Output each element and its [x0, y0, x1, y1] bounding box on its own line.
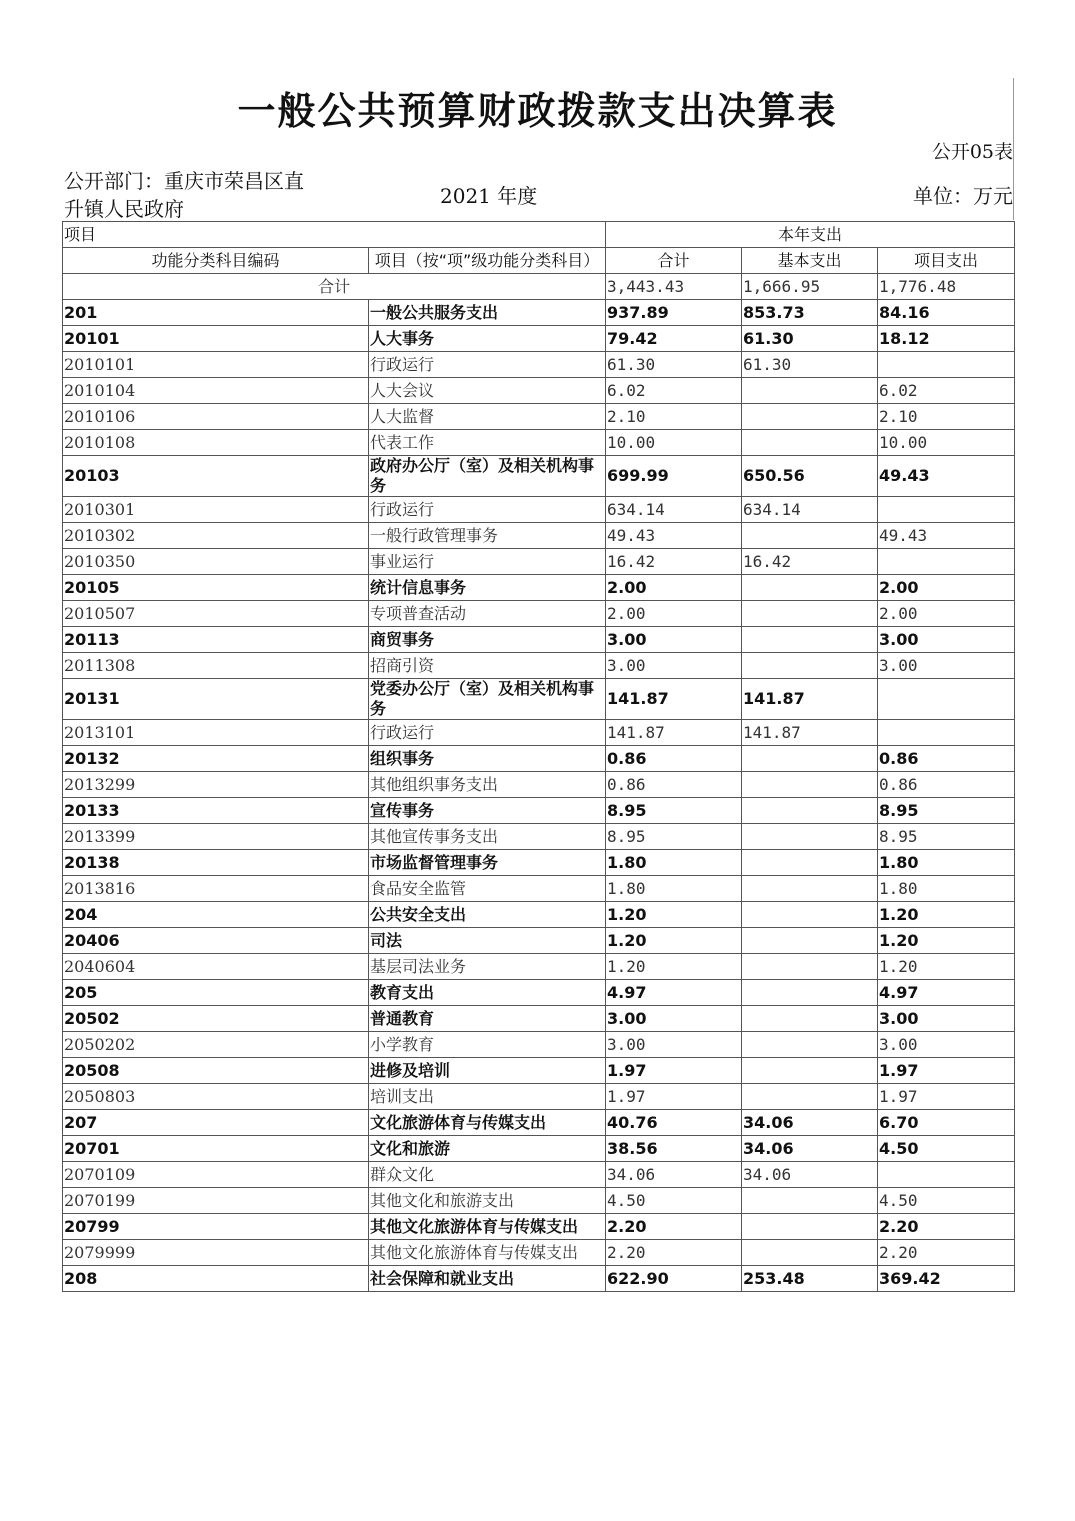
- row-name: 人大监督: [369, 404, 606, 430]
- row-project: 4.50: [878, 1188, 1015, 1214]
- row-name: 基层司法业务: [369, 954, 606, 980]
- row-code: 20113: [63, 627, 369, 653]
- row-code: 2013399: [63, 824, 369, 850]
- row-basic: [742, 1032, 878, 1058]
- row-name: 一般公共服务支出: [369, 300, 606, 326]
- row-project: 8.95: [878, 798, 1015, 824]
- row-basic: 34.06: [742, 1110, 878, 1136]
- row-project: 3.00: [878, 1006, 1015, 1032]
- table-row: [63, 1214, 1015, 1240]
- row-project: [878, 1162, 1015, 1188]
- row-total: 2.00: [606, 601, 742, 627]
- row-total: 3.00: [606, 627, 742, 653]
- row-basic: [742, 772, 878, 798]
- row-name: 其他文化旅游体育与传媒支出: [369, 1214, 606, 1240]
- row-total: 38.56: [606, 1136, 742, 1162]
- row-project: 49.43: [878, 456, 1015, 497]
- total-basic: 1,666.95: [742, 274, 878, 300]
- row-name: 群众文化: [369, 1162, 606, 1188]
- row-total: 2.00: [606, 575, 742, 601]
- table-row: [63, 456, 1015, 497]
- row-total: 1.97: [606, 1058, 742, 1084]
- row-name: 人大事务: [369, 326, 606, 352]
- row-basic: 61.30: [742, 352, 878, 378]
- header-project: 项目: [63, 222, 606, 248]
- row-code: 2010106: [63, 404, 369, 430]
- row-project: 1.80: [878, 850, 1015, 876]
- row-name: 进修及培训: [369, 1058, 606, 1084]
- row-total: 0.86: [606, 772, 742, 798]
- table-row: [63, 404, 1015, 430]
- header-basic: 基本支出: [742, 248, 878, 274]
- table-row: [63, 653, 1015, 679]
- row-basic: [742, 980, 878, 1006]
- row-project: 3.00: [878, 627, 1015, 653]
- row-code: 20133: [63, 798, 369, 824]
- row-basic: 34.06: [742, 1162, 878, 1188]
- row-project: 369.42: [878, 1266, 1015, 1292]
- row-code: 201: [63, 300, 369, 326]
- row-code: 20502: [63, 1006, 369, 1032]
- row-total: 6.02: [606, 378, 742, 404]
- row-name: 其他宣传事务支出: [369, 824, 606, 850]
- row-project: 1.20: [878, 954, 1015, 980]
- row-code: 204: [63, 902, 369, 928]
- row-total: 699.99: [606, 456, 742, 497]
- row-total: 2.20: [606, 1240, 742, 1266]
- row-basic: [742, 746, 878, 772]
- row-project: 0.86: [878, 772, 1015, 798]
- row-basic: [742, 1084, 878, 1110]
- row-name: 其他文化旅游体育与传媒支出: [369, 1240, 606, 1266]
- row-total: 622.90: [606, 1266, 742, 1292]
- row-code: 2010301: [63, 497, 369, 523]
- row-total: 2.20: [606, 1214, 742, 1240]
- row-project: 6.02: [878, 378, 1015, 404]
- table-row: [63, 575, 1015, 601]
- unit-label: 单位：万元: [913, 184, 1013, 208]
- row-total: 0.86: [606, 746, 742, 772]
- row-project: 3.00: [878, 1032, 1015, 1058]
- table-row: [63, 1084, 1015, 1110]
- row-project: 2.10: [878, 404, 1015, 430]
- row-code: 205: [63, 980, 369, 1006]
- table-row: [63, 1188, 1015, 1214]
- row-code: 20701: [63, 1136, 369, 1162]
- row-total: 8.95: [606, 824, 742, 850]
- header-name: 项目（按“项”级功能分类科目）: [369, 248, 606, 274]
- row-total: 4.50: [606, 1188, 742, 1214]
- row-code: 207: [63, 1110, 369, 1136]
- row-name: 培训支出: [369, 1084, 606, 1110]
- row-total: 61.30: [606, 352, 742, 378]
- row-total: 40.76: [606, 1110, 742, 1136]
- row-name: 教育支出: [369, 980, 606, 1006]
- row-name: 文化和旅游: [369, 1136, 606, 1162]
- row-name: 行政运行: [369, 497, 606, 523]
- form-number: 公开05表: [931, 141, 1013, 163]
- row-basic: 61.30: [742, 326, 878, 352]
- table-row: [63, 1240, 1015, 1266]
- row-code: 2013299: [63, 772, 369, 798]
- row-name: 政府办公厅（室）及相关机构事务: [369, 456, 606, 497]
- row-project: 84.16: [878, 300, 1015, 326]
- row-name: 人大会议: [369, 378, 606, 404]
- row-name: 专项普查活动: [369, 601, 606, 627]
- row-basic: [742, 850, 878, 876]
- row-basic: 141.87: [742, 720, 878, 746]
- row-basic: [742, 378, 878, 404]
- row-total: 1.20: [606, 954, 742, 980]
- row-code: 2013816: [63, 876, 369, 902]
- row-project: 4.50: [878, 1136, 1015, 1162]
- table-row: [63, 1058, 1015, 1084]
- row-basic: [742, 902, 878, 928]
- table-row: [63, 824, 1015, 850]
- row-code: 2079999: [63, 1240, 369, 1266]
- row-name: 司法: [369, 928, 606, 954]
- row-total: 141.87: [606, 720, 742, 746]
- row-basic: 634.14: [742, 497, 878, 523]
- row-code: 208: [63, 1266, 369, 1292]
- row-basic: 853.73: [742, 300, 878, 326]
- total-label: 合计: [63, 274, 606, 300]
- table-row: [63, 1110, 1015, 1136]
- table-row: [63, 798, 1015, 824]
- row-basic: [742, 523, 878, 549]
- row-project: 2.20: [878, 1214, 1015, 1240]
- table-row: [63, 430, 1015, 456]
- row-project: [878, 679, 1015, 720]
- total-sum: 3,443.43: [606, 274, 742, 300]
- row-code: 2040604: [63, 954, 369, 980]
- row-total: 3.00: [606, 1006, 742, 1032]
- row-project: 6.70: [878, 1110, 1015, 1136]
- header-project-exp: 项目支出: [878, 248, 1015, 274]
- row-name: 文化旅游体育与传媒支出: [369, 1110, 606, 1136]
- table-row: [63, 1136, 1015, 1162]
- row-project: 0.86: [878, 746, 1015, 772]
- row-name: 宣传事务: [369, 798, 606, 824]
- row-code: 2050803: [63, 1084, 369, 1110]
- row-total: 937.89: [606, 300, 742, 326]
- row-code: 20138: [63, 850, 369, 876]
- row-code: 2010104: [63, 378, 369, 404]
- row-code: 20103: [63, 456, 369, 497]
- table-row: [63, 497, 1015, 523]
- row-code: 20132: [63, 746, 369, 772]
- row-name: 招商引资: [369, 653, 606, 679]
- row-total: 1.97: [606, 1084, 742, 1110]
- total-row: [63, 274, 1015, 300]
- row-project: 1.20: [878, 902, 1015, 928]
- row-total: 4.97: [606, 980, 742, 1006]
- row-basic: [742, 928, 878, 954]
- table-row: [63, 772, 1015, 798]
- row-project: 2.20: [878, 1240, 1015, 1266]
- row-basic: [742, 876, 878, 902]
- row-name: 一般行政管理事务: [369, 523, 606, 549]
- row-project: 18.12: [878, 326, 1015, 352]
- row-total: 1.20: [606, 902, 742, 928]
- department: [64, 167, 354, 223]
- row-basic: [742, 1240, 878, 1266]
- page-edge-line: [1013, 78, 1014, 220]
- row-name: 统计信息事务: [369, 575, 606, 601]
- row-basic: [742, 824, 878, 850]
- row-project: 1.20: [878, 928, 1015, 954]
- row-project: 1.80: [878, 876, 1015, 902]
- row-code: 2010507: [63, 601, 369, 627]
- row-basic: [742, 627, 878, 653]
- table-row: [63, 746, 1015, 772]
- row-basic: 141.87: [742, 679, 878, 720]
- row-name: 市场监督管理事务: [369, 850, 606, 876]
- row-basic: 34.06: [742, 1136, 878, 1162]
- row-name: 其他组织事务支出: [369, 772, 606, 798]
- table-row: [63, 902, 1015, 928]
- table-row: [63, 954, 1015, 980]
- table-row: [63, 378, 1015, 404]
- row-name: 事业运行: [369, 549, 606, 575]
- row-total: 3.00: [606, 653, 742, 679]
- fiscal-year: 2021 年度: [440, 184, 538, 208]
- table-row: [63, 1162, 1015, 1188]
- row-name: 普通教育: [369, 1006, 606, 1032]
- row-name: 党委办公厅（室）及相关机构事务: [369, 679, 606, 720]
- row-code: 20508: [63, 1058, 369, 1084]
- row-name: 行政运行: [369, 352, 606, 378]
- row-project: [878, 549, 1015, 575]
- row-code: 2010108: [63, 430, 369, 456]
- row-code: 20105: [63, 575, 369, 601]
- row-project: 10.00: [878, 430, 1015, 456]
- row-total: 10.00: [606, 430, 742, 456]
- row-basic: [742, 954, 878, 980]
- row-basic: [742, 798, 878, 824]
- row-name: 社会保障和就业支出: [369, 1266, 606, 1292]
- table-row: [63, 627, 1015, 653]
- row-basic: 253.48: [742, 1266, 878, 1292]
- row-code: 2010350: [63, 549, 369, 575]
- row-code: 20101: [63, 326, 369, 352]
- page-title: 一般公共预算财政拨款支出决算表: [237, 89, 838, 133]
- row-code: 2070109: [63, 1162, 369, 1188]
- table-row: [63, 601, 1015, 627]
- row-total: 634.14: [606, 497, 742, 523]
- row-project: 4.97: [878, 980, 1015, 1006]
- row-total: 3.00: [606, 1032, 742, 1058]
- row-project: 2.00: [878, 575, 1015, 601]
- table-row: [63, 876, 1015, 902]
- table-row: [63, 720, 1015, 746]
- row-total: 79.42: [606, 326, 742, 352]
- row-code: 20799: [63, 1214, 369, 1240]
- row-basic: [742, 404, 878, 430]
- header-code: 功能分类科目编码: [63, 248, 369, 274]
- row-basic: 16.42: [742, 549, 878, 575]
- row-code: 20406: [63, 928, 369, 954]
- row-basic: [742, 1058, 878, 1084]
- row-project: 49.43: [878, 523, 1015, 549]
- table-row: [63, 300, 1015, 326]
- row-project: [878, 720, 1015, 746]
- table-row: [63, 1032, 1015, 1058]
- row-name: 食品安全监管: [369, 876, 606, 902]
- row-basic: 650.56: [742, 456, 878, 497]
- row-total: 1.20: [606, 928, 742, 954]
- row-total: 141.87: [606, 679, 742, 720]
- row-total: 1.80: [606, 850, 742, 876]
- row-code: 2050202: [63, 1032, 369, 1058]
- table-row: [63, 523, 1015, 549]
- row-code: 20131: [63, 679, 369, 720]
- row-name: 组织事务: [369, 746, 606, 772]
- department-line-1: 公开部门：重庆市荣昌区直: [64, 169, 304, 193]
- row-code: 2010302: [63, 523, 369, 549]
- row-total: 8.95: [606, 798, 742, 824]
- row-basic: [742, 430, 878, 456]
- table-row: [63, 326, 1015, 352]
- row-name: 公共安全支出: [369, 902, 606, 928]
- row-name: 商贸事务: [369, 627, 606, 653]
- table-row: [63, 980, 1015, 1006]
- row-code: 2010101: [63, 352, 369, 378]
- row-project: 3.00: [878, 653, 1015, 679]
- header-row-2: [63, 248, 1015, 274]
- row-total: 16.42: [606, 549, 742, 575]
- budget-table: [62, 221, 1015, 1292]
- row-code: 2011308: [63, 653, 369, 679]
- header-row-1: [63, 222, 1015, 248]
- table-row: [63, 850, 1015, 876]
- row-basic: [742, 575, 878, 601]
- header-total: 合计: [606, 248, 742, 274]
- row-basic: [742, 1006, 878, 1032]
- row-code: 2070199: [63, 1188, 369, 1214]
- row-total: 1.80: [606, 876, 742, 902]
- row-project: 1.97: [878, 1084, 1015, 1110]
- row-name: 其他文化和旅游支出: [369, 1188, 606, 1214]
- row-basic: [742, 1188, 878, 1214]
- table-row: [63, 1006, 1015, 1032]
- table-row: [63, 549, 1015, 575]
- row-project: [878, 352, 1015, 378]
- row-name: 行政运行: [369, 720, 606, 746]
- table-row: [63, 1266, 1015, 1292]
- row-project: 2.00: [878, 601, 1015, 627]
- row-basic: [742, 653, 878, 679]
- row-project: 1.97: [878, 1058, 1015, 1084]
- row-total: 2.10: [606, 404, 742, 430]
- row-project: [878, 497, 1015, 523]
- row-name: 小学教育: [369, 1032, 606, 1058]
- row-name: 代表工作: [369, 430, 606, 456]
- row-total: 49.43: [606, 523, 742, 549]
- row-basic: [742, 1214, 878, 1240]
- table-row: [63, 352, 1015, 378]
- table-row: [63, 928, 1015, 954]
- row-code: 2013101: [63, 720, 369, 746]
- header-current-year: 本年支出: [606, 222, 1015, 248]
- total-project: 1,776.48: [878, 274, 1015, 300]
- row-basic: [742, 601, 878, 627]
- row-project: 8.95: [878, 824, 1015, 850]
- department-line-2: 升镇人民政府: [64, 197, 184, 221]
- table-row: [63, 679, 1015, 720]
- row-total: 34.06: [606, 1162, 742, 1188]
